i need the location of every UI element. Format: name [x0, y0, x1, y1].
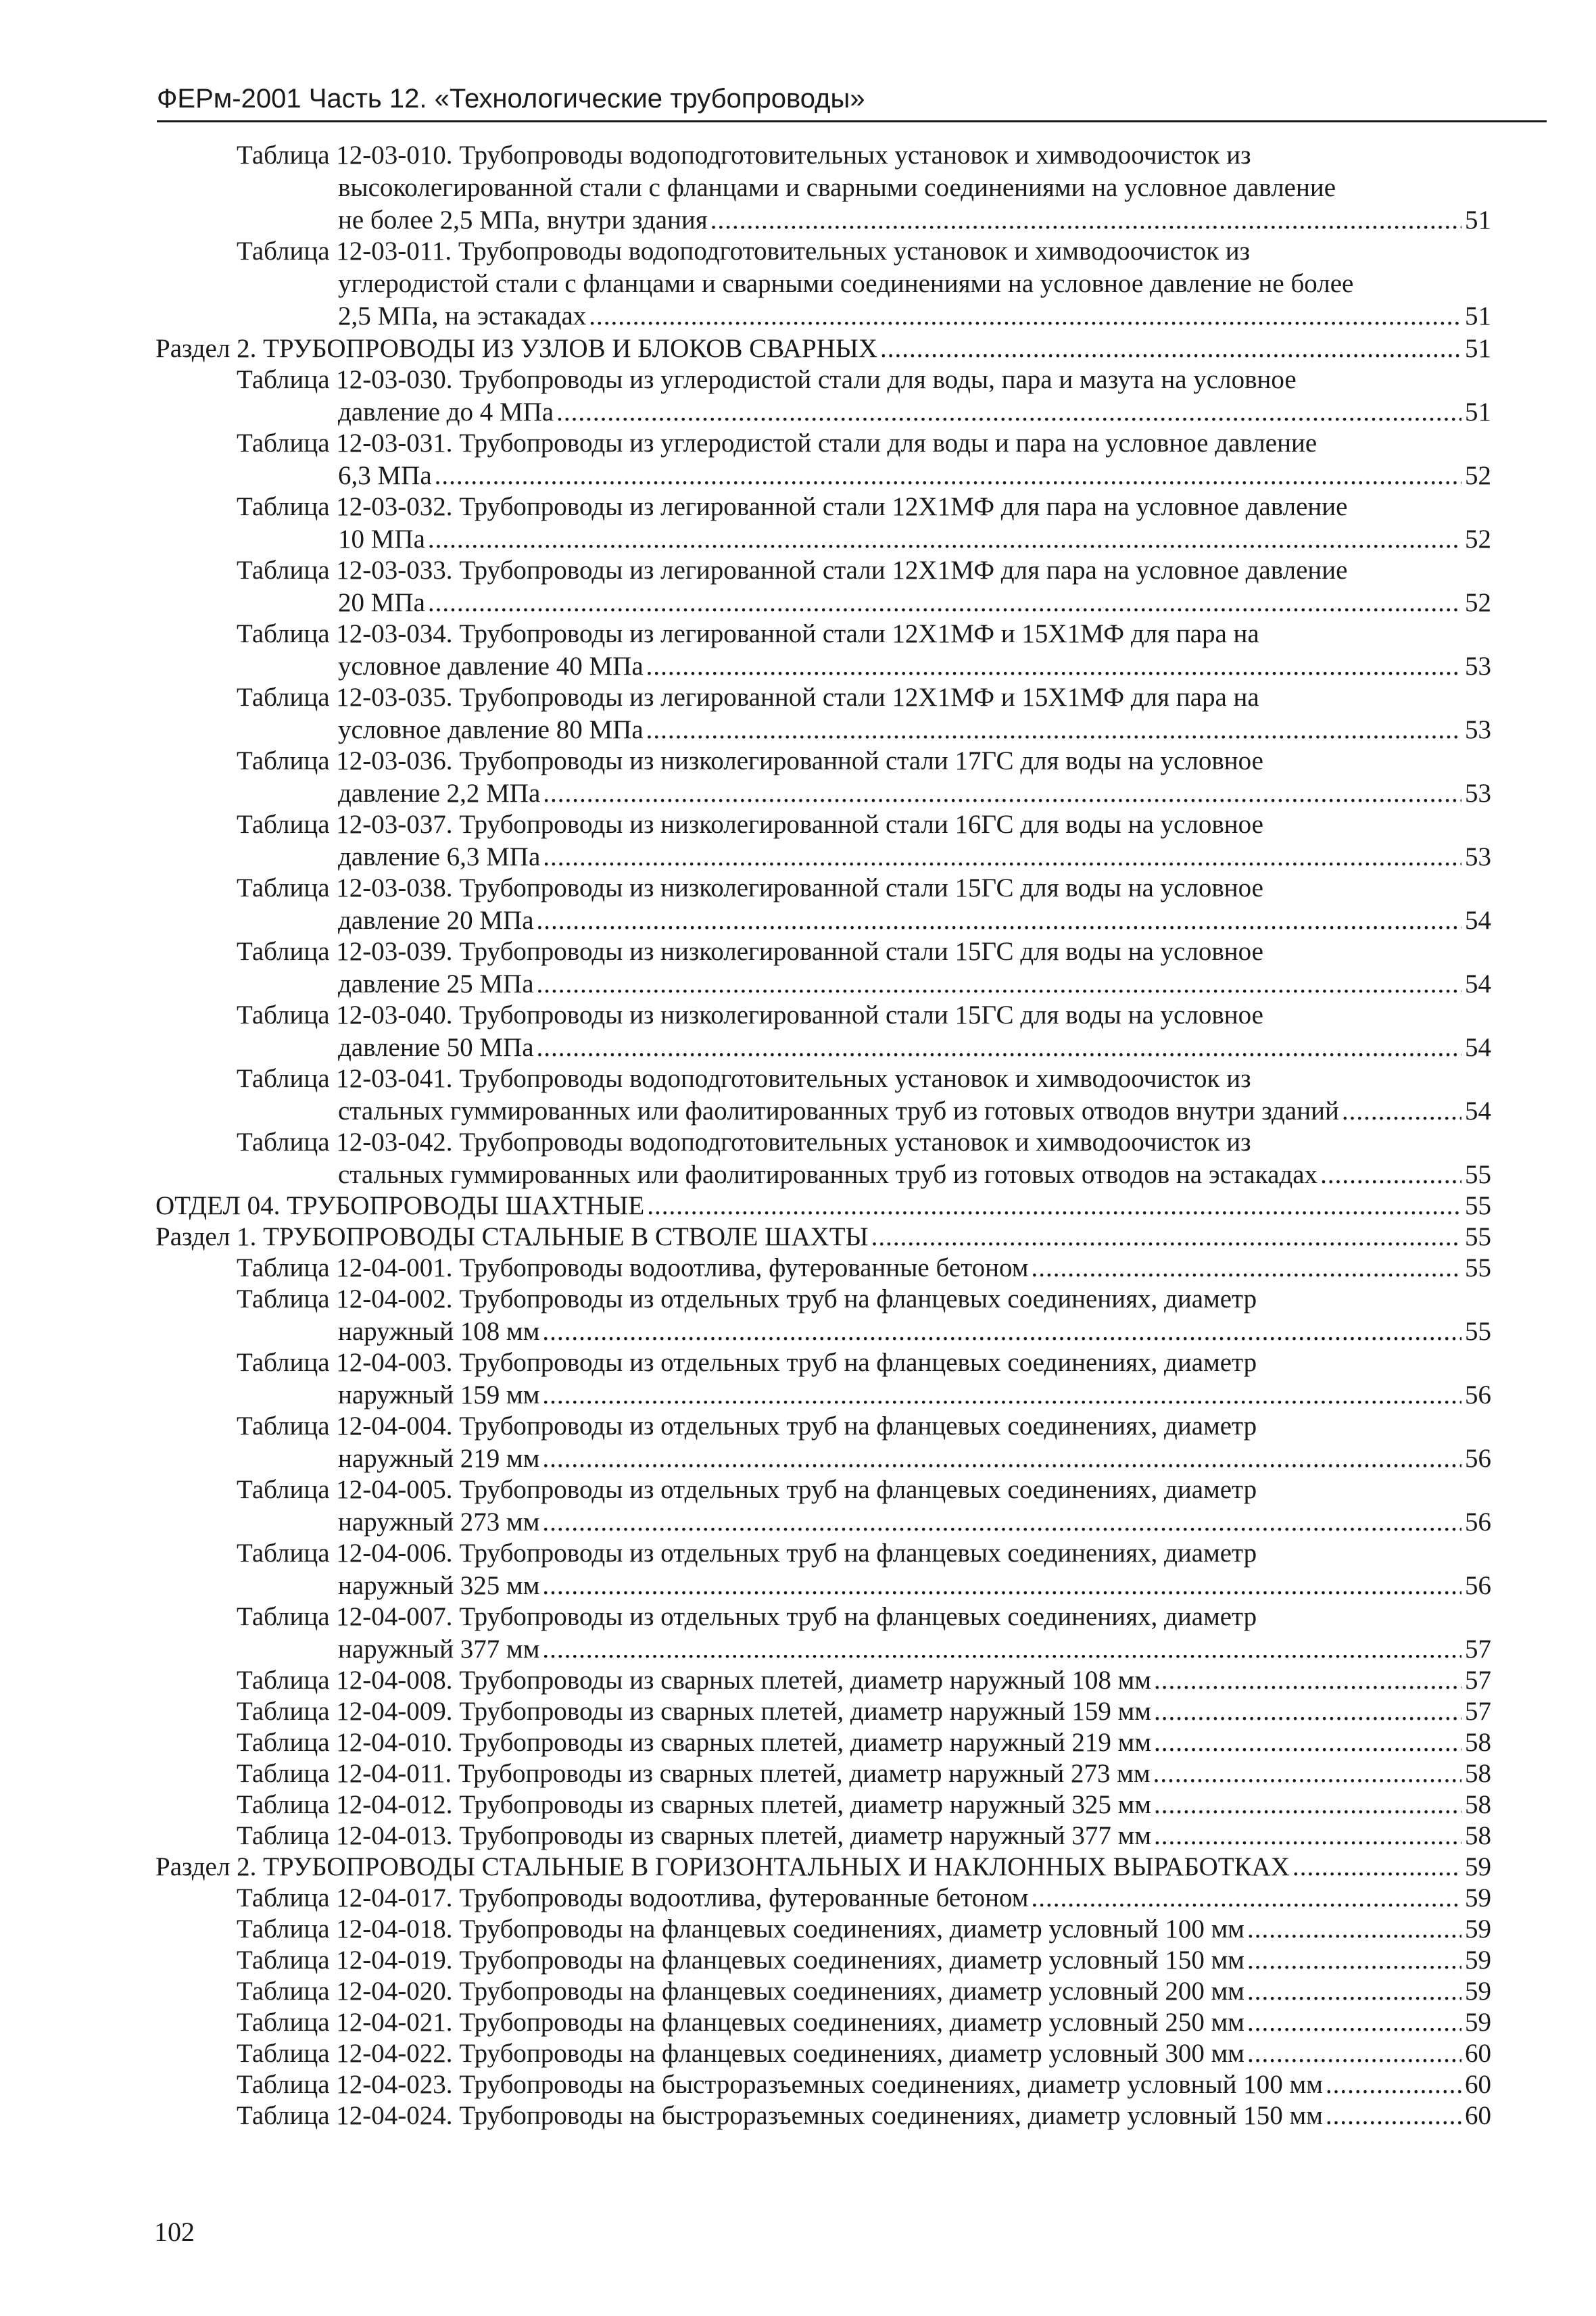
- toc-entry-text: углеродистой стали с фланцами и сварными соединениями на условное давление не более: [338, 269, 1354, 298]
- dot-leader: [1326, 2069, 1461, 2101]
- toc-table-entry: [237, 364, 1491, 429]
- toc-page-ref: 51: [1465, 397, 1491, 427]
- toc-page-ref: 55: [1465, 1222, 1491, 1251]
- toc-entry-text: Раздел 2. ТРУБОПРОВОДЫ СТАЛЬНЫЕ В ГОРИЗОНТАЛЬНЫХ И НАКЛОННЫХ ВЫРАБОТКАХ: [155, 1852, 1290, 1881]
- toc-page-ref: 54: [1465, 906, 1491, 935]
- toc-page-ref: 59: [1465, 2008, 1491, 2037]
- toc-entry-text: Таблица 12-04-007. Трубопроводы из отдельных труб на фланцевых соединениях, диаметр: [237, 1602, 1257, 1631]
- toc-page-ref: 60: [1465, 2101, 1491, 2130]
- toc-page-ref: 52: [1465, 588, 1491, 617]
- toc-page-ref: 54: [1465, 1096, 1491, 1126]
- toc-table-entry: [237, 1537, 1491, 1602]
- toc-entry-text: давление 50 МПа: [338, 1033, 534, 1062]
- toc-page-ref: 56: [1465, 1380, 1491, 1409]
- dot-leader: [1031, 1252, 1461, 1284]
- toc-table-entry: [237, 2069, 1491, 2101]
- dot-leader: [1247, 2006, 1461, 2039]
- dot-leader: [1326, 2100, 1461, 2132]
- toc-page-ref: 53: [1465, 842, 1491, 871]
- toc-entry-text: Таблица 12-04-018. Трубопроводы на фланцевых соединениях, диаметр условный 100 мм: [237, 1914, 1244, 1944]
- toc-section-entry: [155, 1851, 1491, 1883]
- toc-page-ref: 58: [1465, 1790, 1491, 1819]
- toc-entry-text: Таблица 12-04-022. Трубопроводы на фланцевых соединениях, диаметр условный 300 мм: [237, 2039, 1244, 2068]
- toc-entry-text: Таблица 12-03-034. Трубопроводы из легированной стали 12Х1МФ и 15Х1МФ для пара на: [237, 619, 1259, 648]
- toc-table-entry: [237, 1410, 1491, 1475]
- dot-leader: [1154, 1727, 1461, 1759]
- toc-table-entry: [237, 1789, 1491, 1821]
- dot-leader: [1342, 1095, 1461, 1128]
- toc-entry-text: давление 2,2 МПа: [338, 779, 541, 808]
- toc-page-ref: 53: [1465, 652, 1491, 681]
- dot-leader: [589, 300, 1461, 333]
- toc-entry-text: Таблица 12-03-037. Трубопроводы из низколегированной стали 16ГС для воды на условное: [237, 810, 1263, 839]
- toc-page-ref: 60: [1465, 2070, 1491, 2099]
- toc-entry-text: давление 25 МПа: [338, 969, 534, 998]
- toc-entry-text: Таблица 12-03-036. Трубопроводы из низколегированной стали 17ГС для воды на условное: [237, 746, 1263, 775]
- dot-leader: [871, 1221, 1461, 1253]
- toc-table-entry: [237, 618, 1491, 683]
- toc-page-ref: 57: [1465, 1666, 1491, 1695]
- toc-section-entry: [155, 1190, 1491, 1222]
- toc-page-ref: 58: [1465, 1728, 1491, 1757]
- toc-page-ref: 51: [1465, 206, 1491, 235]
- toc-entry-text: Таблица 12-04-020. Трубопроводы на фланцевых соединениях, диаметр условный 200 мм: [237, 1977, 1244, 2006]
- toc-section-entry: [155, 1221, 1491, 1253]
- toc-entry-text: Таблица 12-04-010. Трубопроводы из сварных плетей, диаметр наружный 219 мм: [237, 1728, 1152, 1757]
- toc-page-ref: 56: [1465, 1571, 1491, 1600]
- dot-leader: [710, 204, 1461, 237]
- toc-page-ref: 56: [1465, 1444, 1491, 1473]
- toc-entry-text: Таблица 12-04-019. Трубопроводы на фланцевых соединениях, диаметр условный 150 мм: [237, 1946, 1244, 1975]
- toc-page-ref: 59: [1465, 1977, 1491, 2006]
- toc-entry-text: Таблица 12-03-010. Трубопроводы водоподготовительных установок и химводоочисток из: [237, 141, 1251, 170]
- dot-leader: [556, 396, 1461, 429]
- toc-entry-text: стальных гуммированных или фаолитированных труб из готовых отводов на эстакадах: [338, 1160, 1318, 1189]
- toc-entry-text: Таблица 12-03-030. Трубопроводы из углеродистой стали для воды, пара и мазута на условное: [237, 365, 1297, 394]
- toc-table-entry: [237, 1758, 1491, 1790]
- toc-entry-text: Таблица 12-03-011. Трубопроводы водоподготовительных установок и химводоочисток из: [237, 237, 1251, 266]
- dot-leader: [1154, 1695, 1461, 1728]
- toc-entry-text: Таблица 12-03-041. Трубопроводы водоподготовительных установок и химводоочисток из: [237, 1064, 1251, 1093]
- dot-leader: [542, 1316, 1461, 1348]
- toc-table-entry: [237, 235, 1491, 333]
- toc-table-entry: [237, 1063, 1491, 1128]
- dot-leader: [1292, 1851, 1461, 1883]
- toc-table-entry: [237, 1283, 1491, 1348]
- toc-entry-text: Таблица 12-04-001. Трубопроводы водоотлива, футерованные бетоном: [237, 1253, 1029, 1282]
- toc-table-entry: [237, 1944, 1491, 1977]
- toc-entry-text: Таблица 12-04-013. Трубопроводы из сварных плетей, диаметр наружный 377 мм: [237, 1821, 1152, 1850]
- toc-page-ref: 54: [1465, 969, 1491, 998]
- toc-entry-text: стальных гуммированных или фаолитированных труб из готовых отводов внутри зданий: [338, 1096, 1339, 1126]
- toc-page-ref: 53: [1465, 715, 1491, 744]
- dot-leader: [542, 1379, 1461, 1412]
- dot-leader: [537, 1032, 1461, 1064]
- toc-table-entry: [237, 936, 1491, 1000]
- toc-page-ref: 54: [1465, 1033, 1491, 1062]
- toc-entry-text: давление до 4 МПа: [338, 397, 554, 427]
- toc-table-entry: [237, 1601, 1491, 1666]
- toc-page-ref: 55: [1465, 1317, 1491, 1346]
- dot-leader: [1247, 1944, 1461, 1977]
- toc-table-entry: [237, 1882, 1491, 1914]
- toc-entry-text: наружный 377 мм: [338, 1635, 540, 1664]
- dot-leader: [1320, 1159, 1461, 1191]
- toc-entry-text: не более 2,5 МПа, внутри здания: [338, 206, 708, 235]
- toc-entry-text: Таблица 12-04-021. Трубопроводы на фланцевых соединениях, диаметр условный 250 мм: [237, 2008, 1244, 2037]
- toc-table-entry: [237, 1695, 1491, 1728]
- toc-table-entry: [237, 1252, 1491, 1284]
- toc-entry-text: наружный 159 мм: [338, 1380, 540, 1409]
- toc-table-entry: [237, 999, 1491, 1064]
- toc-table-entry: [237, 1820, 1491, 1852]
- dot-leader: [1247, 1913, 1461, 1946]
- dot-leader: [542, 1570, 1461, 1602]
- toc-entry-text: Таблица 12-04-012. Трубопроводы из сварных плетей, диаметр наружный 325 мм: [237, 1790, 1152, 1819]
- toc-page-ref: 59: [1465, 1946, 1491, 1975]
- toc-entry-text: наружный 325 мм: [338, 1571, 540, 1600]
- running-header: ФЕРм-2001 Часть 12. «Технологические трубопроводы»: [157, 84, 865, 114]
- toc-section-entry: [155, 333, 1491, 365]
- page-number: 102: [154, 2217, 195, 2247]
- toc-entry-text: Таблица 12-04-009. Трубопроводы из сварных плетей, диаметр наружный 159 мм: [237, 1697, 1152, 1726]
- toc-entry-text: Таблица 12-04-004. Трубопроводы из отдельных труб на фланцевых соединениях, диаметр: [237, 1412, 1257, 1441]
- toc-entry-text: Таблица 12-04-011. Трубопроводы из сварных плетей, диаметр наружный 273 мм: [237, 1759, 1151, 1788]
- toc-entry-text: ОТДЕЛ 04. ТРУБОПРОВОДЫ ШАХТНЫЕ: [155, 1191, 645, 1220]
- toc-entry-text: Таблица 12-04-024. Трубопроводы на быстроразъемных соединениях, диаметр условный 150 мм: [237, 2101, 1323, 2130]
- toc-table-entry: [237, 1727, 1491, 1759]
- toc-table-entry: [237, 1126, 1491, 1191]
- dot-leader: [1153, 1758, 1461, 1790]
- toc-page-ref: 59: [1465, 1914, 1491, 1944]
- dot-leader: [542, 1633, 1461, 1666]
- toc-entry-text: Таблица 12-03-040. Трубопроводы из низколегированной стали 15ГС для воды на условное: [237, 1000, 1263, 1030]
- dot-leader: [1154, 1820, 1461, 1852]
- toc-table-entry: [237, 139, 1491, 237]
- dot-leader: [646, 650, 1461, 683]
- dot-leader: [1154, 1664, 1461, 1697]
- toc-table-entry: [237, 809, 1491, 873]
- dot-leader: [537, 968, 1461, 1000]
- toc-entry-text: Таблица 12-04-006. Трубопроводы из отдельных труб на фланцевых соединениях, диаметр: [237, 1539, 1257, 1568]
- toc-entry-text: давление 6,3 МПа: [338, 842, 541, 871]
- dot-leader: [1247, 1975, 1461, 2008]
- toc-page-ref: 53: [1465, 779, 1491, 808]
- toc-table-entry: [237, 2037, 1491, 2070]
- toc-entry-text: наружный 273 мм: [338, 1507, 540, 1537]
- toc-entry-text: Таблица 12-04-017. Трубопроводы водоотлива, футерованные бетоном: [237, 1883, 1029, 1912]
- toc-entry-text: Таблица 12-03-039. Трубопроводы из низколегированной стали 15ГС для воды на условное: [237, 937, 1263, 966]
- toc-page-ref: 59: [1465, 1883, 1491, 1912]
- toc-table-entry: [237, 1913, 1491, 1946]
- toc-page-ref: 58: [1465, 1821, 1491, 1850]
- toc-page-ref: 51: [1465, 301, 1491, 331]
- toc-entry-text: Таблица 12-03-035. Трубопроводы из легированной стали 12Х1МФ и 15Х1МФ для пара на: [237, 683, 1259, 712]
- dot-leader: [428, 523, 1461, 556]
- toc-entry-text: Таблица 12-03-033. Трубопроводы из легированной стали 12Х1МФ для пара на условное давление: [237, 556, 1348, 585]
- dot-leader: [543, 841, 1461, 873]
- toc-entry-text: Таблица 12-03-032. Трубопроводы из легированной стали 12Х1МФ для пара на условное давление: [237, 492, 1348, 521]
- toc-entry-text: наружный 108 мм: [338, 1317, 540, 1346]
- toc-entry-text: Раздел 2. ТРУБОПРОВОДЫ ИЗ УЗЛОВ И БЛОКОВ СВАРНЫХ: [155, 334, 878, 363]
- toc-entry-text: высоколегированной стали с фланцами и сварными соединениями на условное давление: [338, 173, 1336, 202]
- toc-page-ref: 51: [1465, 334, 1491, 363]
- dot-leader: [542, 1443, 1461, 1475]
- toc-entry-text: наружный 219 мм: [338, 1444, 540, 1473]
- dot-leader: [537, 904, 1461, 937]
- toc-table-entry: [237, 491, 1491, 556]
- toc-table-entry: [237, 1474, 1491, 1539]
- toc-table-entry: [237, 1664, 1491, 1697]
- dot-leader: [647, 1190, 1461, 1222]
- toc-entry-text: условное давление 80 МПа: [338, 715, 644, 744]
- toc-table-entry: [237, 872, 1491, 937]
- dot-leader: [428, 587, 1461, 619]
- toc-entry-text: Таблица 12-04-002. Трубопроводы из отдельных труб на фланцевых соединениях, диаметр: [237, 1284, 1257, 1313]
- dot-leader: [1031, 1882, 1461, 1914]
- toc-page-ref: 52: [1465, 525, 1491, 554]
- toc-page-ref: 59: [1465, 1852, 1491, 1881]
- toc-table-entry: [237, 681, 1491, 746]
- toc-entry-text: Таблица 12-03-042. Трубопроводы водоподготовительных установок и химводоочисток из: [237, 1128, 1251, 1157]
- toc-table-entry: [237, 427, 1491, 492]
- toc-page-ref: 60: [1465, 2039, 1491, 2068]
- toc-page-ref: 55: [1465, 1160, 1491, 1189]
- dot-leader: [1247, 2037, 1461, 2070]
- toc-page-ref: 55: [1465, 1253, 1491, 1282]
- toc-entry-text: Раздел 1. ТРУБОПРОВОДЫ СТАЛЬНЫЕ В СТВОЛЕ ШАХТЫ: [155, 1222, 869, 1251]
- dot-leader: [1154, 1789, 1461, 1821]
- toc-entry-text: Таблица 12-03-031. Трубопроводы из углеродистой стали для воды и пара на условное давление: [237, 429, 1317, 458]
- toc-page-ref: 57: [1465, 1635, 1491, 1664]
- toc-page-ref: 52: [1465, 461, 1491, 490]
- dot-leader: [435, 460, 1461, 492]
- toc-page-ref: 56: [1465, 1507, 1491, 1537]
- toc-entry-text: давление 20 МПа: [338, 906, 534, 935]
- toc-page-ref: 55: [1465, 1191, 1491, 1220]
- toc-table-entry: [237, 2100, 1491, 2132]
- toc-entry-text: Таблица 12-04-003. Трубопроводы из отдельных труб на фланцевых соединениях, диаметр: [237, 1348, 1257, 1377]
- dot-leader: [880, 333, 1461, 365]
- toc-entry-text: 6,3 МПа: [338, 461, 432, 490]
- toc-entry-text: 20 МПа: [338, 588, 425, 617]
- toc-table-entry: [237, 2006, 1491, 2039]
- dot-leader: [646, 714, 1461, 746]
- toc-page-ref: 57: [1465, 1697, 1491, 1726]
- toc-entry-text: условное давление 40 МПа: [338, 652, 644, 681]
- toc-page-ref: 58: [1465, 1759, 1491, 1788]
- toc-entry-text: 2,5 МПа, на эстакадах: [338, 301, 587, 331]
- toc-entry-text: 10 МПа: [338, 525, 425, 554]
- toc-entry-text: Таблица 12-04-008. Трубопроводы из сварных плетей, диаметр наружный 108 мм: [237, 1666, 1152, 1695]
- dot-leader: [543, 777, 1461, 810]
- toc-entry-text: Таблица 12-03-038. Трубопроводы из низколегированной стали 15ГС для воды на условное: [237, 873, 1263, 902]
- toc-table-entry: [237, 554, 1491, 619]
- toc-table-entry: [237, 1347, 1491, 1412]
- toc-entry-text: Таблица 12-04-005. Трубопроводы из отдельных труб на фланцевых соединениях, диаметр: [237, 1475, 1257, 1504]
- dot-leader: [542, 1506, 1461, 1539]
- toc-table-entry: [237, 745, 1491, 810]
- toc-entry-text: Таблица 12-04-023. Трубопроводы на быстроразъемных соединениях, диаметр условный 100 мм: [237, 2070, 1323, 2099]
- toc-table-entry: [237, 1975, 1491, 2008]
